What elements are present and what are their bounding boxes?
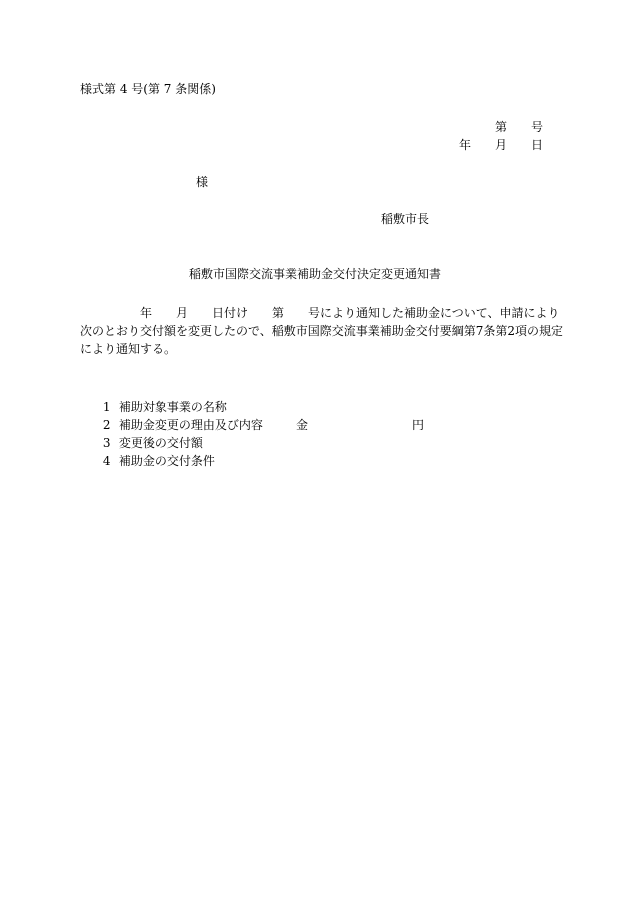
list-item [80, 416, 425, 450]
item-number: 3 [102, 436, 111, 450]
document-title: 稲敷市国際交流事業補助金交付決定変更通知書 [189, 267, 442, 281]
amount-prefix: 金 [296, 418, 309, 432]
body-text [80, 304, 564, 358]
document-number: 第 号 [494, 120, 543, 134]
amount-suffix: 円 [412, 418, 425, 432]
item-label: 補助金変更の理由及び内容 [118, 418, 263, 432]
form-label: 様式第 4 号(第 7 条関係) [80, 82, 216, 96]
item-label: 変更後の交付額 [118, 436, 203, 450]
body-line: により通知する。 [80, 342, 177, 356]
body-line: 年 月 日付け 第 号により通知した補助金について、申請により [80, 306, 560, 320]
item-number: 1 [102, 400, 111, 414]
item-list [80, 380, 425, 468]
sender-name: 稲敷市長 [381, 212, 430, 226]
body-line: 次のとおり交付額を変更したので、稲敷市国際交流事業補助金交付要綱第7条第2項の規定 [80, 324, 564, 338]
list-item [80, 380, 263, 414]
item-number: 4 [102, 454, 111, 468]
item-label: 補助金の交付条件 [118, 454, 215, 468]
item-label: 補助対象事業の名称 [118, 400, 227, 414]
addressee-suffix: 様 [196, 175, 209, 189]
document-date: 年 月 日 [458, 138, 543, 152]
item-number: 2 [102, 418, 111, 432]
